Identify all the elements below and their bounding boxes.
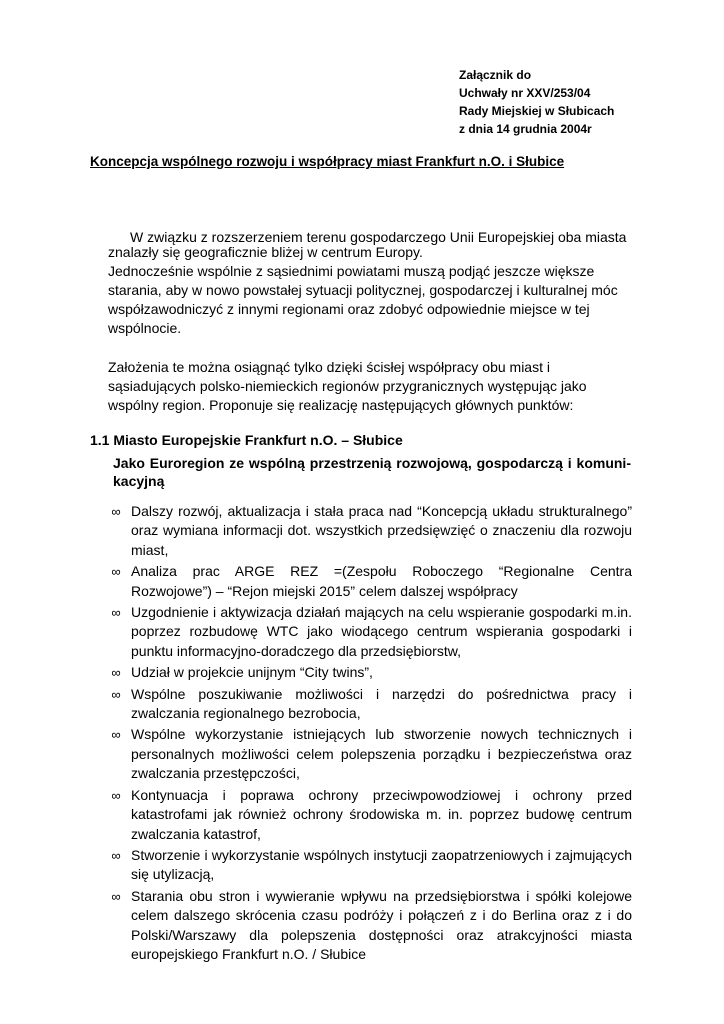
infinity-bullet-icon: ∞	[111, 504, 121, 519]
infinity-bullet-icon: ∞	[111, 665, 121, 681]
infinity-bullet-icon: ∞	[111, 605, 121, 621]
intro-paragraph-1: W związku z rozszerzeniem terenu gospodarczego Unii Europejskiej oba miasta znalazły się geograficznie bliżej w centrum Europy.	[108, 229, 627, 260]
section-subheading: Jako Euroregion ze wspólną przestrzenią rozwojową, gospodarczą i komuni-kacyjną	[113, 455, 631, 489]
section-heading: 1.1 Miasto Europejskie Frankfurt n.O. – Słubice	[90, 432, 403, 448]
list-item-text: Udział w projekcie unijnym “City twins”,	[131, 664, 373, 681]
infinity-bullet-icon: ∞	[111, 727, 121, 743]
infinity-bullet-icon: ∞	[111, 564, 121, 580]
list-item-text: Stworzenie i wykorzystanie wspólnych instytucji zaopatrzeniowych i zajmujących się utylizacją,	[131, 846, 632, 883]
list-item-text: Wspólne poszukiwanie możliwości i narzędzi do pośrednictwa pracy i zwalczania regionalnego bezrobocia,	[131, 685, 632, 722]
list-item-text: Analiza prac ARGE REZ =(Zespołu Roboczego “Regionalne Centra Rozwojowe”) – “Rejon miejski 2015” celem dalszej współpracy	[131, 563, 632, 599]
list-item	[108, 887, 632, 965]
list-item-text: Dalszy rozwój, aktualizacja i stała praca nad “Koncepcją układu strukturalnego” oraz wymiana informacji dot. wszystkich przedsięwzięć o znaczeniu dla rozwoju miast,	[131, 503, 632, 558]
list-item-text: Wspólne wykorzystanie istniejących lub stworzenie nowych technicznych i personalnych możliwości celem polepszenia porządku i bezpieczeństwa oraz zwalczania przestępczości,	[131, 726, 632, 782]
attachment-header	[459, 66, 614, 138]
attachment-line: Załącznik do	[459, 68, 532, 82]
infinity-bullet-icon: ∞	[111, 686, 121, 702]
bullet-list	[108, 502, 632, 966]
list-item	[108, 603, 632, 661]
infinity-bullet-icon: ∞	[111, 847, 121, 863]
list-item-text: Starania obu stron i wywieranie wpływu na przedsiębiorstwa i spółki kolejowe celem dalszego skrócenia czasu podróży i połączeń z i do Berlina oraz z i do Polski/Warszawy dla polepszenia dostępności oraz atrakcyjności miasta europejskiego Frankfurt n.O. / Słubice	[131, 887, 632, 962]
intro-paragraph-3: Założenia te można osiągnąć tylko dzięki ścisłej współpracy obu miast i sąsiadujących polsko-niemieckich regionów przygranicznych występując jako wspólny region. Proponuje się realizację następujących głównych punktów:	[108, 359, 587, 413]
attachment-line: z dnia 14 grudnia 2004r	[459, 122, 592, 136]
list-item	[108, 685, 632, 724]
intro-paragraph-2: Jednocześnie wspólnie z sąsiednimi powiatami muszą podjąć jeszcze większe starania, aby w nowo powstałej sytuacji politycznej, gospodarczej i kulturalnej móc współzawodniczyć z innymi regionami oraz zdobyć odpowiednie miejsce w tej wspólnocie.	[108, 263, 618, 336]
list-item	[108, 786, 632, 844]
list-item	[108, 663, 632, 682]
list-item-text: Uzgodnienie i aktywizacja działań mających na celu wspieranie gospodarki m.in. poprzez rozbudowę WTC jako wiodącego centrum wspierania gospodarki i punktu informacyjno-doradczego dla przedsiębiorstw,	[131, 604, 632, 659]
list-item	[108, 725, 632, 783]
attachment-line: Rady Miejskiej w Słubicach	[459, 104, 615, 118]
document-title: Koncepcja wspólnego rozwoju i współpracy miast Frankfurt n.O. i Słubice	[90, 154, 565, 169]
attachment-line: Uchwały nr XXV/253/04	[459, 86, 591, 100]
list-item	[108, 846, 632, 885]
infinity-bullet-icon: ∞	[111, 787, 121, 803]
list-item	[108, 562, 632, 601]
list-item-text: Kontynuacja i poprawa ochrony przeciwpowodziowej i ochrony przed katastrofami jak również ochrony środowiska m. in. poprzez budowę centrum zwalczania katastrof,	[131, 786, 632, 842]
infinity-bullet-icon: ∞	[111, 888, 121, 904]
list-item	[108, 502, 632, 560]
